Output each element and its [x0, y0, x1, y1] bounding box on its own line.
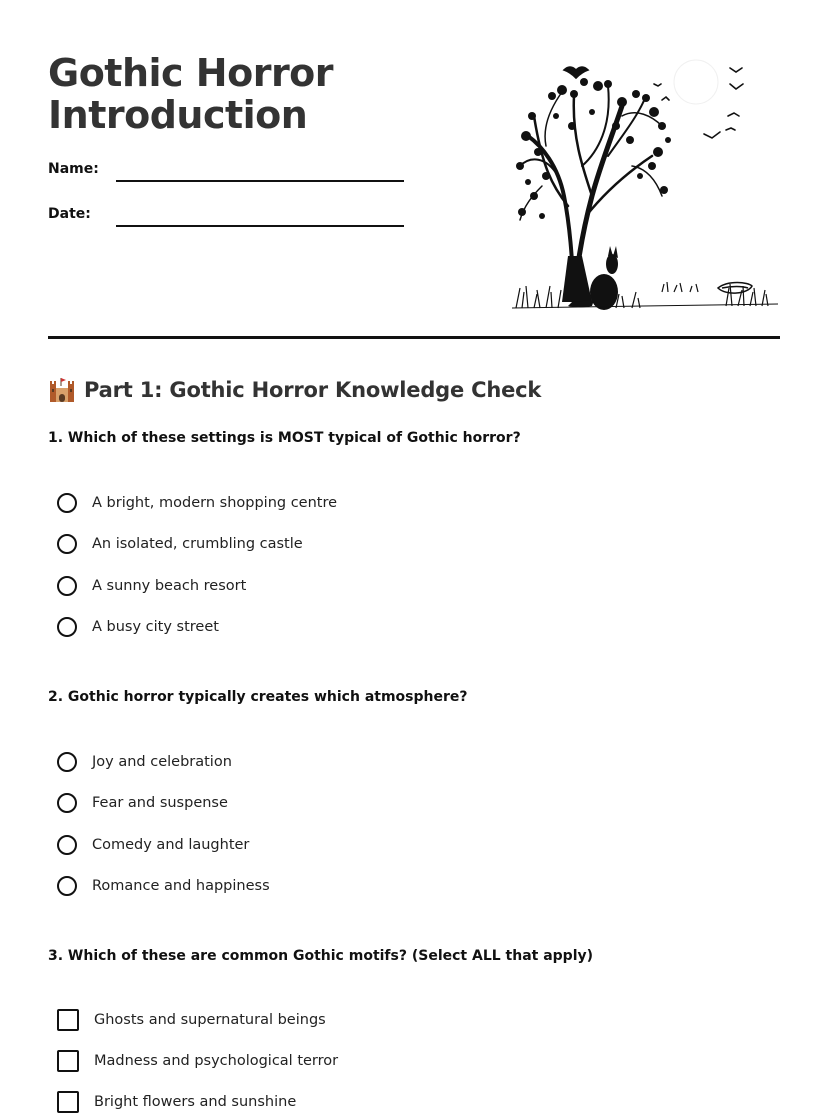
title-line-2: Introduction — [48, 93, 308, 137]
section-divider — [48, 336, 780, 339]
name-label: Name: — [48, 161, 99, 177]
radio-button[interactable] — [57, 534, 77, 554]
log-icon — [718, 283, 752, 294]
q2-option-4[interactable] — [57, 874, 757, 898]
part1-heading — [48, 374, 541, 406]
option-label: Ghosts and supernatural beings — [94, 1012, 326, 1028]
date-label: Date: — [48, 206, 91, 222]
tree-trunk — [562, 256, 592, 302]
question-3: 3. Which of these are common Gothic motifs? (Select ALL that apply) — [48, 948, 594, 964]
date-write-line[interactable] — [116, 225, 404, 227]
option-label: Romance and happiness — [92, 878, 270, 894]
tree-canopy — [520, 86, 662, 296]
checkbox[interactable] — [57, 1050, 79, 1072]
q1-option-1[interactable] — [57, 491, 757, 515]
page-title — [48, 52, 448, 136]
q2-option-2[interactable] — [57, 791, 757, 815]
q3-option-3[interactable] — [57, 1090, 757, 1114]
radio-button[interactable] — [57, 493, 77, 513]
date-field[interactable] — [48, 205, 408, 235]
grass-icon — [516, 282, 768, 308]
q2-option-1[interactable] — [57, 750, 757, 774]
option-label: A bright, modern shopping centre — [92, 495, 338, 511]
moon-shape — [674, 60, 718, 104]
radio-button[interactable] — [57, 876, 77, 896]
radio-button[interactable] — [57, 835, 77, 855]
q3-option-1[interactable] — [57, 1008, 757, 1032]
option-label: A sunny beach resort — [92, 578, 247, 594]
q1-option-2[interactable] — [57, 532, 757, 556]
option-label: Madness and psychological terror — [94, 1053, 339, 1069]
question-2: 2. Gothic horror typically creates which atmosphere? — [48, 689, 468, 705]
option-label: A busy city street — [92, 619, 219, 635]
tree-kangaroo-illustration — [512, 56, 778, 318]
checkbox[interactable] — [57, 1091, 79, 1113]
title-line-1: Gothic Horror — [48, 51, 334, 95]
option-label: Comedy and laughter — [92, 837, 250, 853]
option-label: Joy and celebration — [92, 754, 232, 770]
q2-option-3[interactable] — [57, 833, 757, 857]
option-label: Bright flowers and sunshine — [94, 1094, 297, 1110]
q1-option-4[interactable] — [57, 615, 757, 639]
name-field[interactable] — [48, 160, 408, 190]
radio-button[interactable] — [57, 617, 77, 637]
radio-button[interactable] — [57, 752, 77, 772]
castle-icon — [48, 376, 76, 404]
option-label: An isolated, crumbling castle — [92, 536, 303, 552]
radio-button[interactable] — [57, 576, 77, 596]
part1-title: Part 1: Gothic Horror Knowledge Check — [84, 378, 542, 402]
q1-option-3[interactable] — [57, 574, 757, 598]
checkbox[interactable] — [57, 1009, 79, 1031]
radio-button[interactable] — [57, 793, 77, 813]
name-write-line[interactable] — [116, 180, 404, 182]
q3-option-2[interactable] — [57, 1049, 757, 1073]
option-label: Fear and suspense — [92, 795, 228, 811]
question-1: 1. Which of these settings is MOST typical of Gothic horror? — [48, 430, 521, 446]
